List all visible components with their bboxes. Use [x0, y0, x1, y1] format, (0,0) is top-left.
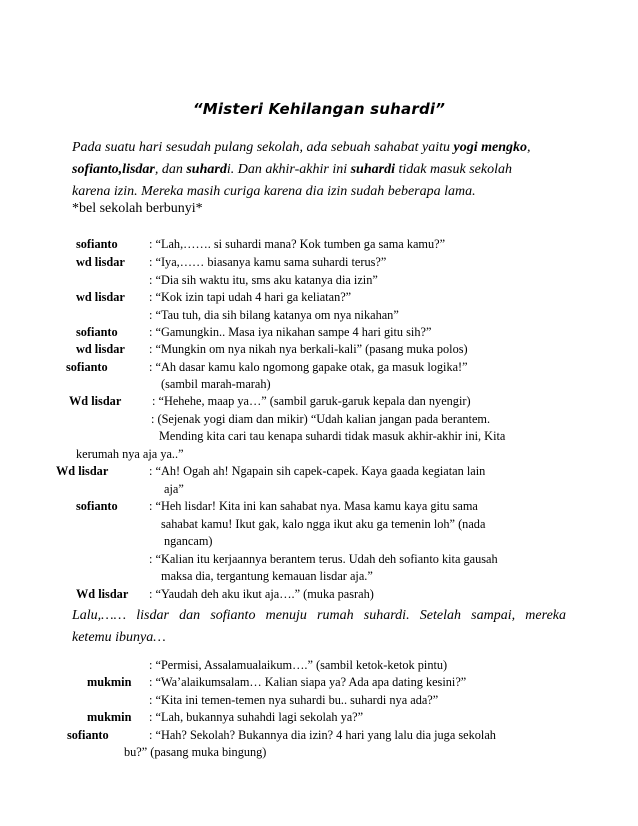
bell-line: *bel sekolah berbunyi*	[72, 201, 203, 216]
dialog-line: sahabat kamu! Ikut gak, kalo ngga ikut aku ga temenin loh” (nada	[161, 517, 486, 531]
dialog-line: : “Yaudah deh aku ikut aja….” (muka pasrah)	[149, 587, 374, 601]
dialog-line: : “Wa’alaikumsalam… Kalian siapa ya? Ada apa dating kesini?”	[149, 675, 467, 689]
intro-text: i. Dan akhir-akhir ini	[226, 162, 351, 177]
intro-name-bold: yogi mengko	[453, 140, 527, 155]
dialog-line: : “Kok izin tapi udah 4 hari ga keliatan?”	[149, 290, 352, 304]
document-title: “Misteri Kehilangan suhardi”	[192, 100, 446, 118]
dialog-line: maksa dia, tergantung kemauan lisdar aja.”	[161, 569, 373, 583]
dialog-line: : “Hah? Sekolah? Bukannya dia izin? 4 hari yang lalu dia juga sekolah	[149, 728, 496, 742]
speaker-label: Wd lisdar	[76, 587, 129, 601]
speaker-label: wd lisdar	[76, 290, 125, 304]
speaker-label: sofianto	[66, 360, 108, 374]
speaker-label: sofianto	[76, 237, 118, 251]
dialog-line: kerumah nya aja ya..”	[76, 447, 184, 461]
intro-name-bold: suhard	[186, 162, 227, 177]
intro-text: tidak masuk sekolah	[394, 162, 512, 177]
dialog-line: : “Dia sih waktu itu, sms aku katanya dia izin”	[149, 273, 378, 287]
dialog-line: : “Hehehe, maap ya…” (sambil garuk-garuk kepala dan nyengir)	[152, 394, 471, 408]
intro-line-1	[72, 137, 572, 159]
speaker-label: wd lisdar	[76, 342, 125, 356]
dialog-line: (sambil marah-marah)	[161, 377, 271, 391]
speaker-label: Wd lisdar	[56, 464, 109, 478]
intro-line-3: karena izin. Mereka masih curiga karena dia izin sudah beberapa lama.	[72, 184, 476, 199]
dialog-line: bu?” (pasang muka bingung)	[124, 745, 267, 759]
speaker-label: sofianto	[76, 325, 118, 339]
speaker-label: Wd lisdar	[69, 394, 122, 408]
outro-line-2: ketemu ibunya…	[72, 630, 166, 645]
dialog-line: : “Heh lisdar! Kita ini kan sahabat nya. Masa kamu kaya gitu sama	[149, 499, 478, 513]
dialog-line: : “Permisi, Assalamualaikum….” (sambil ketok-ketok pintu)	[149, 658, 448, 672]
speaker-label: wd lisdar	[76, 255, 125, 269]
speaker-label: mukmin	[87, 675, 132, 689]
dialog-line: : “Kalian itu kerjaannya berantem terus. Udah deh sofianto kita gausah	[149, 552, 498, 566]
dialog-line: : (Sejenak yogi diam dan mikir) “Udah kalian jangan pada berantem.	[151, 412, 491, 426]
dialog-line: ngancam)	[164, 534, 213, 548]
dialog-line: : “Ah dasar kamu kalo ngomong gapake otak, ga masuk logika!”	[149, 360, 468, 374]
dialog-line: : “Iya,…… biasanya kamu sama suhardi terus?”	[149, 255, 387, 269]
dialog-line: : “Lah,……. si suhardi mana? Kok tumben ga sama kamu?”	[149, 237, 446, 251]
intro-line-2	[72, 159, 572, 181]
intro-name-bold: suhardi	[350, 162, 395, 177]
dialog-line: Mending kita cari tau kenapa suhardi tidak masuk akhir-akhir ini, Kita	[159, 429, 506, 443]
dialog-line: : “Lah, bukannya suhahdi lagi sekolah ya?”	[149, 710, 364, 724]
dialog-line: : “Mungkin om nya nikah nya berkali-kali” (pasang muka polos)	[149, 342, 468, 356]
intro-text: ,	[527, 140, 531, 155]
intro-text: Pada suatu hari sesudah pulang sekolah, ada sebuah sahabat yaitu	[72, 140, 454, 155]
speaker-label: mukmin	[87, 710, 132, 724]
outro-line-1: Lalu,…… lisdar dan sofianto menuju rumah suhardi. Setelah sampai, mereka	[72, 608, 566, 623]
intro-paragraph	[72, 137, 572, 203]
intro-name-bold: sofianto,lisdar	[72, 162, 155, 177]
dialog-line: aja”	[164, 482, 184, 496]
dialog-line: : “Gamungkin.. Masa iya nikahan sampe 4 hari gitu sih?”	[149, 325, 432, 339]
dialog-line: : “Tau tuh, dia sih bilang katanya om nya nikahan”	[149, 308, 399, 322]
intro-text: , dan	[154, 162, 187, 177]
outro-paragraph	[72, 605, 566, 649]
speaker-label: sofianto	[67, 728, 109, 742]
speaker-label: sofianto	[76, 499, 118, 513]
dialog-line: : “Kita ini temen-temen nya suhardi bu.. suhardi nya ada?”	[149, 693, 439, 707]
dialog-line: : “Ah! Ogah ah! Ngapain sih capek-capek. Kaya gaada kegiatan lain	[149, 464, 486, 478]
